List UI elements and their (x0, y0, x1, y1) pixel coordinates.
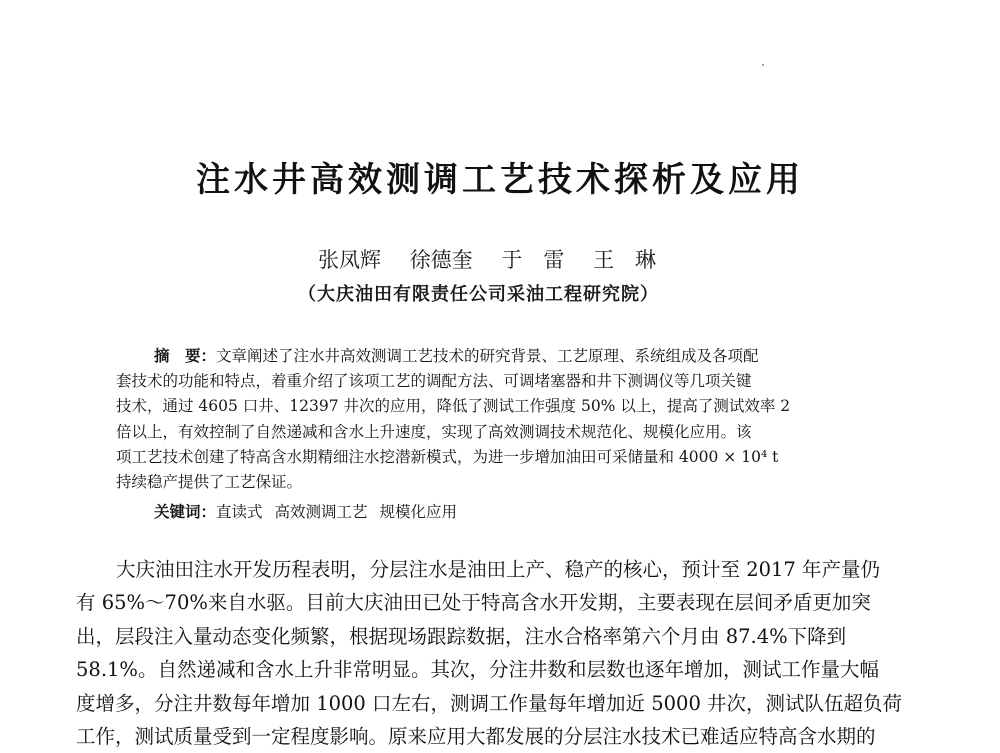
scan-speck (762, 64, 764, 66)
body-line: 有 65%～70%来自水驱。目前大庆油田已处于特高含水开发期，主要表现在层间矛盾更加突 (76, 591, 871, 615)
abstract-line: 项工艺技术创建了特高含水期精细注水挖潜新模式，为进一步增加油田可采储量和 4000 × 10⁴ t (116, 447, 779, 466)
body-line: 58.1%。自然递减和含水上升非常明显。其次，分注井数和层数也逐年增加，测试工作量大幅 (76, 658, 879, 682)
keywords-section (154, 500, 469, 522)
body-line: 出，层段注入量动态变化频繁，根据现场跟踪数据，注水合格率第六个月由 87.4%下降到 (76, 624, 847, 648)
author-affiliation: （大庆油田有限责任公司采油工程研究院） (298, 284, 659, 305)
abstract-line: 摘 要：文章阐述了注水井高效测调工艺技术的研究背景、工艺原理、系统组成及各项配 (154, 347, 759, 365)
body-line: 大庆油田注水开发历程表明，分层注水是油田上产、稳产的核心，预计至 2017 年产量仍 (116, 558, 881, 581)
author-name: 于 雷 (501, 248, 565, 272)
body-paragraph (76, 553, 916, 753)
body-line: 度增多，分注井数每年增加 1000 口左右，测调工作量每年增加近 5000 井次，测试队伍超负荷 (76, 691, 903, 715)
abstract-line: 套技术的功能和特点，着重介绍了该项工艺的调配方法、可调堵塞器和井下测调仪等几项关键 (116, 372, 752, 391)
paper-title: 注水井高效测调工艺技术探析及应用 (196, 160, 804, 200)
abstract-section (116, 344, 874, 495)
author-name: 张凤辉 (318, 248, 381, 272)
abstract-line: 倍以上，有效控制了自然递减和含水上升速度，实现了高效测调技术规范化、规模化应用。该 (116, 422, 752, 441)
body-line: 工作，测试质量受到一定程度影响。原来应用大都发展的分层注水技术已难适应特高含水期的 (76, 725, 876, 749)
abstract-line: 技术，通过 4605 口井、12397 井次的应用，降低了测试工作强度 50% 以上，提高了测试效率 2 (116, 397, 791, 416)
author-name: 徐德奎 (409, 248, 473, 272)
keyword: 直读式 (216, 503, 263, 521)
author-list (318, 244, 678, 274)
author-name: 王 琳 (593, 248, 657, 272)
keywords-label: 关键词： (154, 503, 217, 521)
keyword: 高效测调工艺 (274, 503, 368, 521)
abstract-label: 摘 要： (154, 347, 217, 365)
keyword: 规模化应用 (379, 503, 458, 521)
abstract-line: 持续稳产提供了工艺保证。 (116, 473, 303, 492)
